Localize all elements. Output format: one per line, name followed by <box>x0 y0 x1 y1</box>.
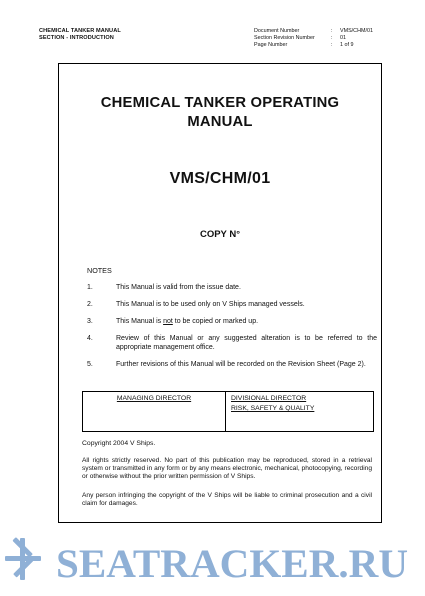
note-item: 5. Further revisions of this Manual will be recorded on the Revision Sheet (Page 2). <box>87 361 366 368</box>
rights-paragraph: All rights strictly reserved. No part of this publication may be reproduced, stored in a retrieval system or transmitted in any form or by any means electronic, mechanical, photocopying, recording or otherwise without the prior written permission of V Ships. <box>82 457 372 481</box>
header-right <box>254 28 373 49</box>
divisional-director-cell: DIVISIONAL DIRECTOR RISK, SAFETY & QUALITY <box>225 392 373 431</box>
watermark-logo-icon <box>5 537 41 580</box>
watermark <box>0 524 425 596</box>
note-item: 4. Review of this Manual or any suggested alteration is to be referred to the appropriate management office. <box>87 335 377 351</box>
notes-list <box>87 283 377 377</box>
document-title: CHEMICAL TANKER OPERATING MANUAL <box>100 95 340 130</box>
revision-row: Section Revision Number : 01 <box>254 35 346 41</box>
infringement-paragraph: Any person infringing the copyright of the V Ships will be liable to criminal prosecution and a civil claim for damages. <box>82 492 372 508</box>
section-name: SECTION - INTRODUCTION <box>39 35 114 41</box>
signature-table <box>82 391 374 432</box>
copyright-line: Copyright 2004 V Ships. <box>82 440 156 447</box>
note-item: 2. This Manual is to be used only on V Ships managed vessels. <box>87 301 305 308</box>
watermark-text: SEATRACKER.RU <box>56 541 408 586</box>
note-item: 1. This Manual is valid from the issue date. <box>87 284 241 291</box>
page-number-row: Page Number : 1 of 9 <box>254 42 354 48</box>
header-left <box>39 28 121 42</box>
manual-name: CHEMICAL TANKER MANUAL <box>39 28 121 34</box>
notes-heading: NOTES <box>87 266 112 275</box>
managing-director-cell: MANAGING DIRECTOR <box>116 395 192 402</box>
copy-number: COPY N° <box>199 229 241 240</box>
doc-number-row: Document Number : VMS/CHM/01 <box>254 28 373 34</box>
note-item: 3. This Manual is not to be copied or marked up. <box>87 318 259 325</box>
cover-frame <box>58 63 382 523</box>
document-id: VMS/CHM/01 <box>169 170 271 187</box>
